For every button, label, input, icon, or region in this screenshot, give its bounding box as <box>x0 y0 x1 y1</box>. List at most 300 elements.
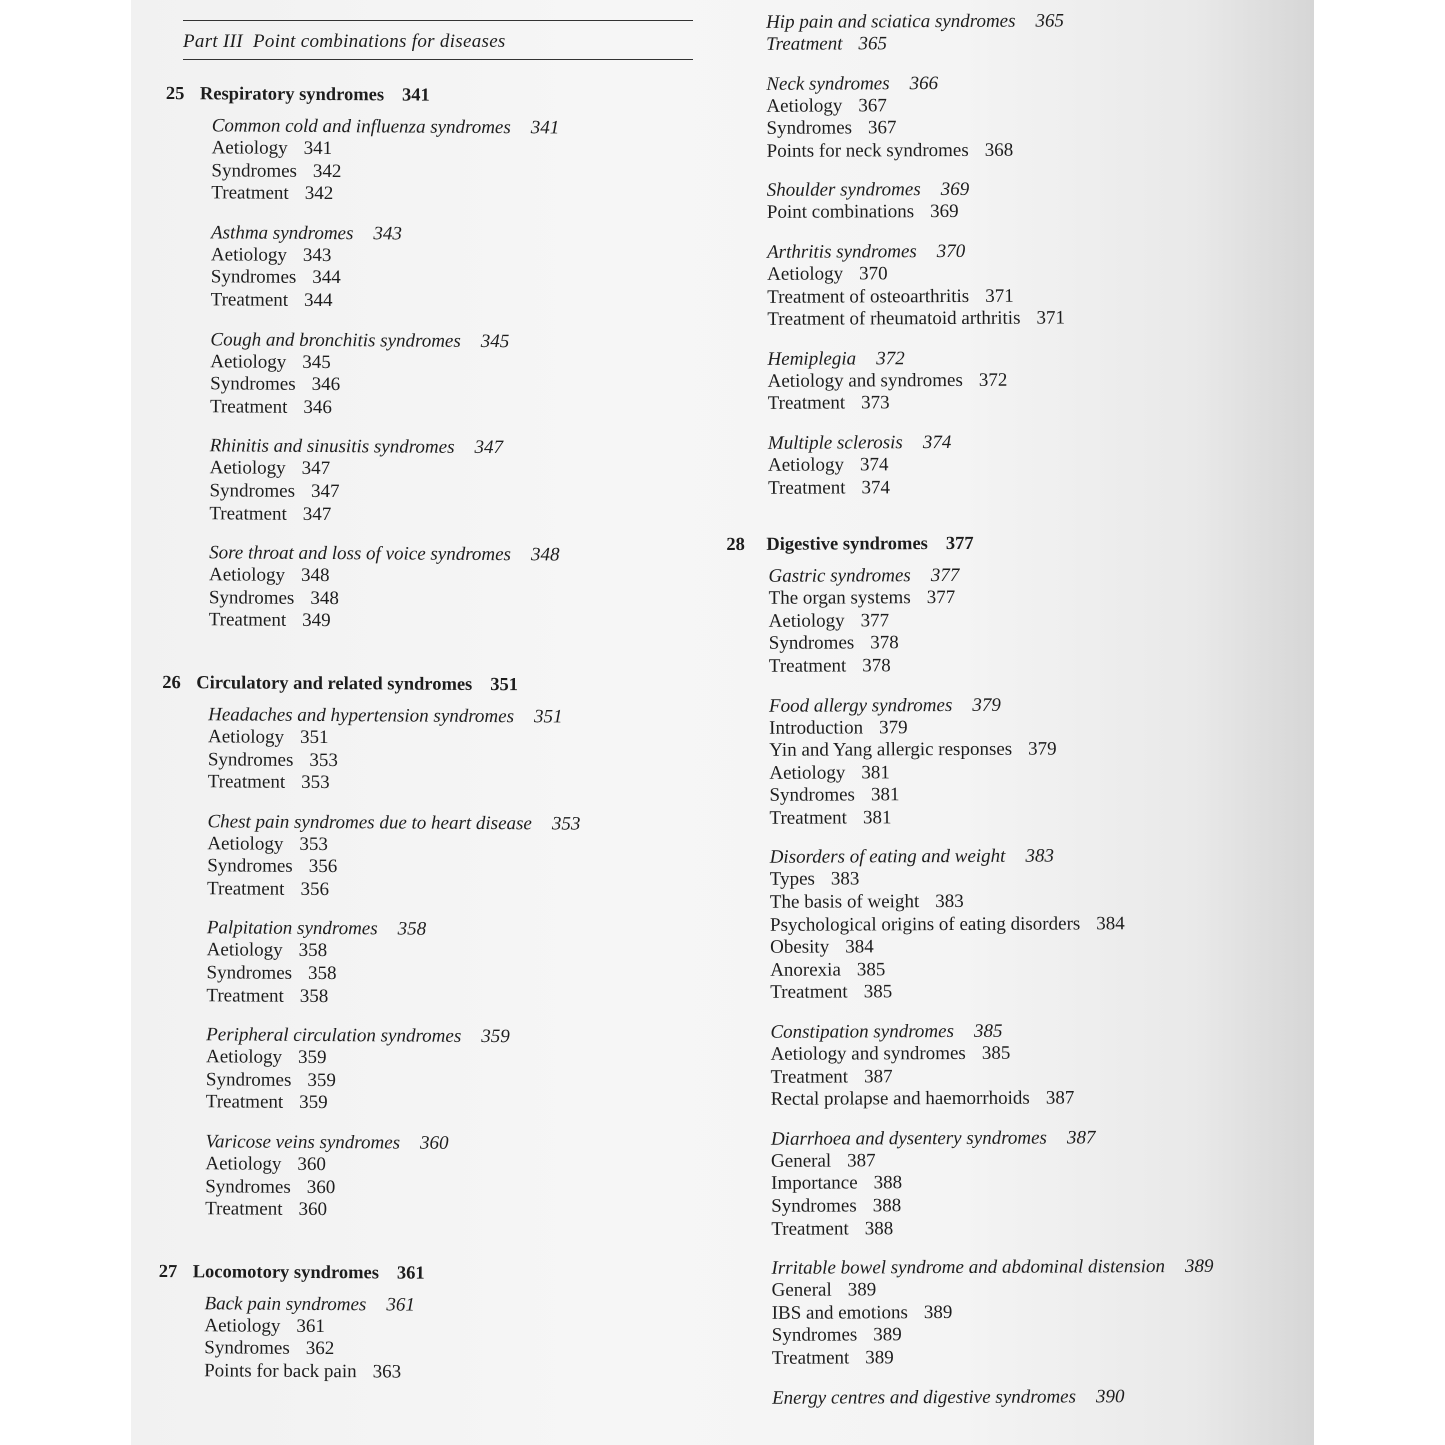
entry-page-number: 363 <box>372 1361 402 1383</box>
entry-page-number: 388 <box>864 1217 894 1239</box>
section-page-number: 347 <box>474 437 504 459</box>
chapter-page-number: 361 <box>396 1263 425 1284</box>
entry-label: Syndromes <box>205 1175 291 1198</box>
chapter-page-number: 377 <box>945 534 974 555</box>
entry-label: Treatment <box>767 392 846 415</box>
section-title <box>205 1131 713 1156</box>
entry-page-number: 360 <box>306 1176 336 1198</box>
toc-entry <box>211 267 719 293</box>
section-page-number: 360 <box>420 1132 449 1154</box>
part-label: Part III <box>183 31 243 52</box>
toc-entry <box>767 284 1285 309</box>
entry-page-number: 362 <box>305 1338 335 1360</box>
entry-label: Syndromes <box>204 1337 290 1360</box>
entry-label: Aetiology <box>766 95 843 117</box>
toc-entry <box>766 116 1284 141</box>
section-page-number: 353 <box>551 813 581 835</box>
chapter-title: Digestive syndromes <box>766 534 928 555</box>
entry-label: Syndromes <box>210 373 296 395</box>
entry-label: Aetiology <box>210 244 288 266</box>
entry-page-number: 378 <box>870 632 899 654</box>
section-title <box>771 1256 1289 1280</box>
toc-entry <box>209 480 717 506</box>
entry-label: Syndromes <box>205 1069 292 1091</box>
section-page-number: 374 <box>922 431 952 454</box>
toc-entry <box>206 1047 714 1073</box>
toc-section <box>206 918 715 1011</box>
entry-page-number: 381 <box>862 807 892 829</box>
entry-label: Points for neck syndromes <box>766 139 969 162</box>
chapter-heading <box>726 533 1286 556</box>
section-title <box>212 115 720 140</box>
entry-label: Syndromes <box>766 117 853 140</box>
toc-section <box>772 1385 1290 1409</box>
entry-page-number: 388 <box>872 1195 902 1217</box>
entry-label: Syndromes <box>771 1324 858 1347</box>
toc-section <box>207 811 716 904</box>
entry-page-number: 372 <box>978 369 1008 391</box>
section-page-number: 372 <box>876 347 905 370</box>
toc-entry <box>209 503 717 529</box>
section-title <box>771 1126 1289 1150</box>
entry-label: Rectal prolapse and haemorrhoids <box>770 1087 1030 1111</box>
toc-entry <box>205 1176 713 1202</box>
entry-page-number: 385 <box>863 981 893 1003</box>
entry-label: Aetiology <box>204 1315 281 1337</box>
section-title <box>204 1293 712 1318</box>
toc-entry <box>210 373 718 399</box>
section-page-number: 341 <box>530 117 560 139</box>
section-title <box>207 811 715 836</box>
toc-entry <box>206 985 714 1011</box>
section-title-text: Palpitation syndromes <box>206 917 378 940</box>
entry-page-number: 377 <box>926 587 956 609</box>
toc-section <box>210 329 719 422</box>
toc-entry <box>210 396 718 422</box>
entry-label: Aetiology <box>211 137 288 159</box>
entry-label: Treatment <box>768 477 846 499</box>
toc-entry <box>768 475 1286 500</box>
section-page-number: 390 <box>1095 1385 1125 1407</box>
chapter-heading <box>153 1262 713 1286</box>
section-title-text: Asthma syndromes <box>211 222 354 244</box>
section-title-text: Energy centres and digestive syndromes <box>772 1386 1077 1409</box>
entry-page-number: 370 <box>859 263 888 285</box>
entry-page-number: 346 <box>311 374 341 396</box>
section-page-number: 377 <box>930 565 960 587</box>
entry-label: Anorexia <box>770 959 841 981</box>
chapter-page-number: 351 <box>490 674 519 696</box>
entry-page-number: 342 <box>304 183 334 205</box>
toc-entry <box>209 564 717 590</box>
entry-label: General <box>771 1279 832 1301</box>
entry-page-number: 381 <box>870 784 900 806</box>
entry-label: Syndromes <box>210 266 297 289</box>
entry-label: Aetiology and syndromes <box>767 369 963 392</box>
toc-entry <box>210 351 718 377</box>
toc-entry <box>770 980 1288 1005</box>
toc-entry <box>770 957 1288 982</box>
entry-label: Treatment <box>208 609 287 632</box>
toc-section <box>768 430 1286 499</box>
entry-page-number: 385 <box>981 1042 1011 1064</box>
toc-entry <box>204 1338 712 1364</box>
entry-page-number: 358 <box>299 985 329 1007</box>
entry-label: Treatment <box>209 396 288 418</box>
section-page-number: 358 <box>397 918 427 941</box>
entry-label: Syndromes <box>771 1195 857 1217</box>
section-title-text: Multiple sclerosis <box>767 432 903 454</box>
entry-label: Aetiology <box>767 263 844 285</box>
section-title-text: Hemiplegia <box>767 348 857 370</box>
chapter-title: Circulatory and related syndromes <box>196 673 473 695</box>
toc-section <box>771 1126 1289 1241</box>
toc-entry <box>768 452 1286 477</box>
toc-entry <box>206 1092 714 1118</box>
entry-label: Syndromes <box>211 159 298 182</box>
section-title-text: Gastric syndromes <box>768 565 911 587</box>
entry-page-number: 367 <box>858 94 887 117</box>
toc-entry <box>206 962 714 988</box>
toc-section <box>767 240 1285 332</box>
entry-label: Treatment <box>207 878 285 900</box>
entry-label: Syndromes <box>207 855 293 878</box>
entry-page-number: 377 <box>860 610 890 632</box>
toc-entry <box>207 878 715 904</box>
entry-label: Obesity <box>770 936 830 959</box>
toc-entry <box>205 1199 713 1225</box>
toc-section <box>211 115 720 208</box>
part-title: Point combinations for diseases <box>253 31 506 52</box>
entry-label: Yin and Yang allergic responses <box>769 738 1013 761</box>
entry-label: Aetiology <box>205 1046 283 1069</box>
entry-label: Aetiology <box>209 457 286 480</box>
toc-right-column <box>724 10 1290 1427</box>
entry-page-number: 387 <box>864 1065 893 1088</box>
entry-page-number: 385 <box>856 959 886 981</box>
toc-section <box>767 346 1285 415</box>
section-title-text: Sore throat and loss of voice syndromes <box>209 542 512 566</box>
toc-entry <box>211 289 719 315</box>
section-title <box>210 329 718 354</box>
toc-section <box>770 845 1289 1005</box>
entry-page-number: 388 <box>873 1172 903 1194</box>
entry-label: The organ systems <box>768 587 911 609</box>
entry-page-number: 349 <box>302 610 331 632</box>
toc-section <box>770 1020 1288 1112</box>
section-page-number: 365 <box>1035 10 1065 32</box>
toc-entry <box>207 856 715 882</box>
chapter-number: 26 <box>162 672 181 694</box>
toc-entry <box>207 833 715 859</box>
toc-left-column <box>152 84 720 1403</box>
toc-entry <box>767 262 1285 287</box>
toc-entry <box>772 1323 1290 1348</box>
entry-page-number: 341 <box>303 137 333 160</box>
entry-label: Aetiology <box>769 762 846 784</box>
toc-section <box>766 71 1284 163</box>
entry-page-number: 373 <box>861 392 890 414</box>
section-title <box>772 1385 1290 1409</box>
toc-entry <box>767 307 1285 332</box>
toc-entry <box>769 653 1287 678</box>
chapter-heading <box>156 673 716 697</box>
chapter-title: Locomotory syndromes <box>192 1262 379 1284</box>
toc-entry <box>205 1153 713 1179</box>
entry-label: Treatment <box>766 33 843 55</box>
entry-page-number: 346 <box>303 396 332 418</box>
entry-page-number: 343 <box>302 244 332 266</box>
section-title <box>770 845 1288 869</box>
toc-entry <box>768 391 1286 416</box>
entry-page-number: 347 <box>301 458 331 480</box>
toc-entry <box>204 1315 712 1341</box>
entry-page-number: 353 <box>309 749 338 771</box>
toc-entry <box>211 183 719 209</box>
entry-label: Aetiology <box>206 939 283 962</box>
toc-section <box>205 1131 714 1224</box>
section-title <box>766 10 1284 34</box>
section-page-number: 387 <box>1066 1127 1096 1149</box>
section-page-number: 389 <box>1184 1256 1214 1278</box>
section-page-number: 348 <box>530 544 560 566</box>
toc-section <box>769 693 1288 830</box>
entry-label: Treatment <box>206 984 284 1007</box>
section-title <box>767 346 1285 370</box>
toc-entry <box>769 760 1287 785</box>
toc-entry <box>211 160 719 186</box>
entry-label: Aetiology <box>207 832 284 855</box>
entry-label: Treatment of osteoarthritis <box>767 285 970 308</box>
entry-page-number: 369 <box>930 201 959 223</box>
toc-entry <box>770 912 1288 937</box>
section-page-number: 369 <box>940 179 970 201</box>
entry-label: Aetiology <box>207 726 285 748</box>
entry-page-number: 384 <box>845 936 874 958</box>
entry-label: Syndromes <box>209 480 296 502</box>
entry-label: Treatment <box>768 655 847 677</box>
chapter-heading <box>160 84 720 108</box>
entry-page-number: 389 <box>923 1301 953 1323</box>
toc-section <box>766 10 1284 57</box>
entry-label: Introduction <box>769 716 864 739</box>
toc-entry <box>769 631 1287 656</box>
chapter-page-number: 341 <box>402 85 430 106</box>
toc-entry <box>771 1042 1289 1067</box>
section-title <box>211 222 719 247</box>
entry-page-number: 358 <box>298 940 328 962</box>
entry-label: Treatment <box>770 981 848 1004</box>
entry-page-number: 389 <box>847 1279 877 1301</box>
entry-label: Treatment <box>205 1198 283 1220</box>
toc-entry <box>211 244 719 270</box>
toc-section <box>206 1025 715 1118</box>
entry-label: Types <box>769 869 815 891</box>
entry-label: Treatment of rheumatoid arthritis <box>767 307 1021 330</box>
toc-entry <box>770 867 1288 892</box>
entry-page-number: 356 <box>300 878 330 900</box>
toc-entry <box>772 1346 1290 1371</box>
section-title-text: Shoulder syndromes <box>766 179 921 202</box>
section-page-number: 351 <box>533 706 563 728</box>
toc-entry <box>769 783 1287 808</box>
entry-page-number: 374 <box>861 476 891 498</box>
entry-page-number: 351 <box>299 726 329 748</box>
entry-page-number: 371 <box>985 285 1014 307</box>
section-title-text: Back pain syndromes <box>204 1293 367 1316</box>
section-title-text: Peripheral circulation syndromes <box>206 1024 462 1048</box>
toc-entry <box>771 1064 1289 1089</box>
section-title-text: Disorders of eating and weight <box>769 846 1006 869</box>
entry-label: Treatment <box>209 502 287 525</box>
toc-entry <box>767 138 1285 163</box>
section-page-number: 359 <box>481 1026 510 1048</box>
entry-page-number: 374 <box>859 454 889 476</box>
entry-label: IBS and emotions <box>771 1301 908 1324</box>
toc-entry <box>769 738 1287 763</box>
toc-section <box>204 1293 713 1386</box>
entry-label: Aetiology <box>210 350 287 373</box>
entry-label: Importance <box>771 1172 858 1195</box>
entry-label: Treatment <box>211 182 289 204</box>
entry-page-number: 348 <box>310 587 339 609</box>
section-title-text: Arthritis syndromes <box>767 241 917 263</box>
entry-label: Aetiology and syndromes <box>770 1042 966 1065</box>
toc-entry <box>209 587 717 613</box>
toc-entry <box>769 608 1287 633</box>
section-title <box>769 693 1287 717</box>
entry-page-number: 344 <box>304 289 333 312</box>
toc-entry <box>767 200 1285 225</box>
section-page-number: 343 <box>373 223 402 245</box>
entry-label: The basis of weight <box>769 891 920 913</box>
entry-page-number: 360 <box>298 1199 328 1221</box>
entry-page-number: 383 <box>830 868 860 891</box>
entry-page-number: 383 <box>935 891 964 913</box>
section-page-number: 361 <box>386 1294 415 1316</box>
entry-page-number: 387 <box>847 1150 876 1172</box>
section-title-text: Common cold and influenza syndromes <box>211 115 511 139</box>
toc-section <box>209 542 718 635</box>
entry-label: Treatment <box>770 1066 849 1088</box>
toc-entry <box>208 726 716 752</box>
toc-entry <box>768 368 1286 393</box>
section-page-number: 366 <box>909 72 939 94</box>
toc-section <box>771 1256 1289 1371</box>
entry-label: Psychological origins of eating disorders <box>769 913 1081 936</box>
toc-section <box>208 704 717 797</box>
section-title-text: Constipation syndromes <box>770 1021 954 1043</box>
toc-section <box>211 222 720 315</box>
section-title <box>766 71 1284 95</box>
section-page-number: 383 <box>1025 846 1054 868</box>
toc-entry <box>769 805 1287 830</box>
section-title-text: Neck syndromes <box>766 72 890 95</box>
toc-entry <box>771 1148 1289 1173</box>
entry-label: Syndromes <box>207 748 294 771</box>
entry-page-number: 345 <box>302 351 331 373</box>
entry-page-number: 344 <box>312 267 341 289</box>
toc-entry <box>771 1087 1289 1112</box>
entry-page-number: 371 <box>1036 307 1065 329</box>
section-page-number: 385 <box>973 1020 1003 1042</box>
entry-page-number: 348 <box>300 564 330 587</box>
chapter-number: 25 <box>165 84 185 105</box>
entry-label: Treatment <box>207 771 286 793</box>
toc-entry <box>208 749 716 775</box>
entry-page-number: 358 <box>308 962 337 985</box>
entry-page-number: 379 <box>1028 738 1057 760</box>
entry-label: Treatment <box>771 1218 849 1240</box>
running-header <box>183 20 693 60</box>
section-title-text: Food allergy syndromes <box>768 694 953 717</box>
toc-entry <box>771 1171 1289 1196</box>
section-page-number: 379 <box>972 694 1001 716</box>
section-title <box>206 1025 714 1050</box>
entry-label: Point combinations <box>766 201 915 224</box>
section-title-text: Rhinitis and sinusitis syndromes <box>209 435 455 459</box>
toc-entry <box>212 137 720 163</box>
section-title <box>210 436 718 461</box>
toc-entry <box>772 1278 1290 1303</box>
entry-label: Aetiology <box>768 610 845 632</box>
toc-entry <box>210 458 718 484</box>
section-title-text: Headaches and hypertension syndromes <box>208 704 515 728</box>
entry-label: Treatment <box>769 807 847 829</box>
chapter-title: Respiratory syndromes <box>199 84 385 106</box>
entry-label: Syndromes <box>208 587 295 609</box>
entry-page-number: 379 <box>879 716 908 738</box>
entry-page-number: 367 <box>867 117 897 139</box>
toc-entry <box>769 586 1287 611</box>
entry-page-number: 360 <box>297 1153 326 1176</box>
entry-label: Treatment <box>771 1347 850 1369</box>
toc-entry <box>766 93 1284 118</box>
toc-entry <box>769 715 1287 740</box>
entry-page-number: 365 <box>858 33 888 55</box>
toc-entry <box>204 1360 712 1386</box>
entry-page-number: 368 <box>984 139 1014 161</box>
entry-page-number: 356 <box>308 856 338 878</box>
toc-entry <box>207 940 715 966</box>
section-title-text: Irritable bowel syndrome and abdominal distension <box>771 1256 1166 1279</box>
section-title-text: Hip pain and sciatica syndromes <box>765 10 1016 33</box>
entry-page-number: 353 <box>299 833 328 855</box>
section-title-text: Cough and bronchitis syndromes <box>210 328 461 352</box>
entry-label: Aetiology <box>205 1153 282 1175</box>
toc-section <box>768 564 1286 679</box>
entry-page-number: 359 <box>307 1069 336 1091</box>
entry-label: Points for back pain <box>204 1360 357 1383</box>
section-title <box>770 1020 1288 1044</box>
entry-page-number: 384 <box>1096 912 1125 935</box>
section-title <box>768 430 1286 454</box>
section-title <box>208 704 716 729</box>
entry-page-number: 389 <box>873 1324 902 1346</box>
chapter-number: 27 <box>158 1261 178 1282</box>
entry-label: Syndromes <box>769 784 855 807</box>
toc-entry <box>771 1216 1289 1241</box>
entry-label: General <box>770 1150 832 1172</box>
section-title-text: Diarrhoea and dysentery syndromes <box>770 1127 1047 1150</box>
section-title <box>207 918 715 943</box>
section-title <box>767 178 1285 202</box>
section-title-text: Varicose veins syndromes <box>205 1131 401 1154</box>
entry-label: Syndromes <box>206 962 293 984</box>
section-title <box>767 240 1285 264</box>
entry-page-number: 389 <box>865 1347 894 1369</box>
toc-section <box>767 178 1285 225</box>
